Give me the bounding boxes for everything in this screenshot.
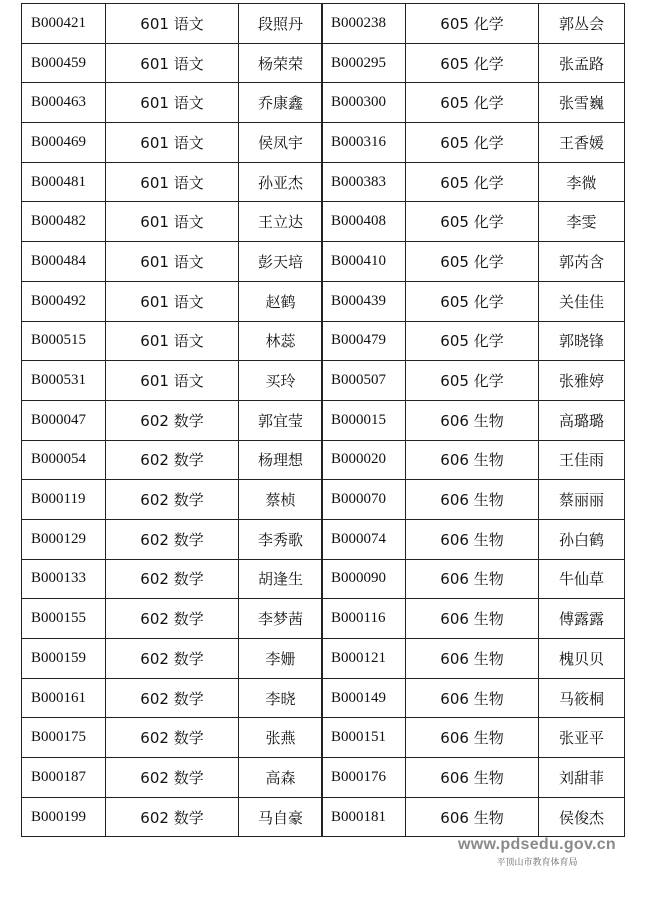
- table-row: [322, 400, 625, 440]
- subject-cell: 602 数学: [106, 599, 239, 639]
- table-row: [22, 718, 323, 758]
- table-row: [22, 639, 323, 679]
- table-row: [322, 559, 625, 599]
- subject-cell: 601 语文: [106, 4, 239, 44]
- candidate-id-cell: B000116: [322, 599, 406, 639]
- subject-cell: 602 数学: [106, 480, 239, 520]
- table-row: [22, 4, 323, 44]
- name-cell: 关佳佳: [539, 281, 625, 321]
- watermark-org: 平顶山市教育体育局: [496, 858, 578, 868]
- subject-cell: 605 化学: [406, 4, 539, 44]
- table-row: [322, 361, 625, 401]
- subject-cell: 601 语文: [106, 162, 239, 202]
- name-cell: 张燕: [239, 718, 323, 758]
- candidate-id-cell: B000054: [22, 440, 106, 480]
- subject-cell: 601 语文: [106, 123, 239, 163]
- subject-cell: 601 语文: [106, 202, 239, 242]
- table-row: [22, 83, 323, 123]
- roster-table-right: [321, 3, 625, 837]
- candidate-id-cell: B000155: [22, 599, 106, 639]
- table-row: [22, 599, 323, 639]
- name-cell: 郭丛会: [539, 4, 625, 44]
- table-row: [322, 162, 625, 202]
- subject-cell: 605 化学: [406, 242, 539, 282]
- candidate-id-cell: B000151: [322, 718, 406, 758]
- watermark: [452, 836, 622, 868]
- subject-cell: 605 化学: [406, 83, 539, 123]
- name-cell: 槐贝贝: [539, 639, 625, 679]
- candidate-id-cell: B000119: [22, 480, 106, 520]
- table-row: [22, 202, 323, 242]
- subject-cell: 606 生物: [406, 599, 539, 639]
- name-cell: 孙亚杰: [239, 162, 323, 202]
- roster-table-right-body: [322, 4, 625, 837]
- candidate-id-cell: B000176: [322, 758, 406, 798]
- table-row: [22, 678, 323, 718]
- candidate-id-cell: B000175: [22, 718, 106, 758]
- roster-table-left-body: [22, 4, 323, 837]
- table-row: [22, 440, 323, 480]
- candidate-id-cell: B000383: [322, 162, 406, 202]
- subject-cell: 602 数学: [106, 678, 239, 718]
- name-cell: 李微: [539, 162, 625, 202]
- name-cell: 买玲: [239, 361, 323, 401]
- subject-cell: 602 数学: [106, 400, 239, 440]
- candidate-id-cell: B000300: [322, 83, 406, 123]
- name-cell: 侯俊杰: [539, 797, 625, 837]
- name-cell: 李雯: [539, 202, 625, 242]
- candidate-id-cell: B000161: [22, 678, 106, 718]
- candidate-id-cell: B000187: [22, 758, 106, 798]
- table-row: [22, 43, 323, 83]
- name-cell: 马筱桐: [539, 678, 625, 718]
- roster-sheet: [21, 3, 624, 841]
- name-cell: 张雅婷: [539, 361, 625, 401]
- subject-cell: 601 语文: [106, 321, 239, 361]
- candidate-id-cell: B000479: [322, 321, 406, 361]
- name-cell: 段照丹: [239, 4, 323, 44]
- name-cell: 郭芮含: [539, 242, 625, 282]
- name-cell: 李姗: [239, 639, 323, 679]
- table-row: [322, 797, 625, 837]
- subject-cell: 602 数学: [106, 758, 239, 798]
- table-row: [322, 83, 625, 123]
- table-row: [22, 162, 323, 202]
- name-cell: 蔡桢: [239, 480, 323, 520]
- candidate-id-cell: B000020: [322, 440, 406, 480]
- candidate-id-cell: B000181: [322, 797, 406, 837]
- subject-cell: 602 数学: [106, 519, 239, 559]
- subject-cell: 602 数学: [106, 797, 239, 837]
- subject-cell: 605 化学: [406, 123, 539, 163]
- subject-cell: 605 化学: [406, 321, 539, 361]
- candidate-id-cell: B000531: [22, 361, 106, 401]
- subject-cell: 601 语文: [106, 281, 239, 321]
- subject-cell: 605 化学: [406, 281, 539, 321]
- table-row: [22, 480, 323, 520]
- candidate-id-cell: B000463: [22, 83, 106, 123]
- table-row: [322, 43, 625, 83]
- name-cell: 刘甜菲: [539, 758, 625, 798]
- table-row: [322, 639, 625, 679]
- subject-cell: 606 生物: [406, 440, 539, 480]
- subject-cell: 606 生物: [406, 559, 539, 599]
- name-cell: 郭晓锋: [539, 321, 625, 361]
- subject-cell: 606 生物: [406, 400, 539, 440]
- candidate-id-cell: B000481: [22, 162, 106, 202]
- subject-cell: 606 生物: [406, 678, 539, 718]
- subject-cell: 601 语文: [106, 242, 239, 282]
- candidate-id-cell: B000133: [22, 559, 106, 599]
- table-row: [22, 559, 323, 599]
- subject-cell: 606 生物: [406, 758, 539, 798]
- table-row: [322, 519, 625, 559]
- table-row: [22, 797, 323, 837]
- name-cell: 李秀歌: [239, 519, 323, 559]
- candidate-id-cell: B000090: [322, 559, 406, 599]
- candidate-id-cell: B000199: [22, 797, 106, 837]
- name-cell: 蔡丽丽: [539, 480, 625, 520]
- table-row: [322, 242, 625, 282]
- name-cell: 张亚平: [539, 718, 625, 758]
- name-cell: 高璐璐: [539, 400, 625, 440]
- name-cell: 张孟路: [539, 43, 625, 83]
- candidate-id-cell: B000421: [22, 4, 106, 44]
- name-cell: 乔康鑫: [239, 83, 323, 123]
- name-cell: 赵鹤: [239, 281, 323, 321]
- candidate-id-cell: B000070: [322, 480, 406, 520]
- table-row: [322, 718, 625, 758]
- name-cell: 杨荣荣: [239, 43, 323, 83]
- subject-cell: 601 语文: [106, 43, 239, 83]
- table-row: [322, 281, 625, 321]
- table-row: [322, 123, 625, 163]
- name-cell: 侯凤宇: [239, 123, 323, 163]
- candidate-id-cell: B000295: [322, 43, 406, 83]
- candidate-id-cell: B000439: [322, 281, 406, 321]
- subject-cell: 606 生物: [406, 480, 539, 520]
- table-row: [22, 400, 323, 440]
- candidate-id-cell: B000159: [22, 639, 106, 679]
- table-row: [322, 678, 625, 718]
- candidate-id-cell: B000129: [22, 519, 106, 559]
- subject-cell: 602 数学: [106, 718, 239, 758]
- name-cell: 王佳雨: [539, 440, 625, 480]
- candidate-id-cell: B000121: [322, 639, 406, 679]
- candidate-id-cell: B000459: [22, 43, 106, 83]
- subject-cell: 602 数学: [106, 559, 239, 599]
- name-cell: 郭宜莹: [239, 400, 323, 440]
- table-row: [22, 321, 323, 361]
- subject-cell: 601 语文: [106, 83, 239, 123]
- candidate-id-cell: B000408: [322, 202, 406, 242]
- table-row: [322, 758, 625, 798]
- table-row: [322, 599, 625, 639]
- name-cell: 张雪巍: [539, 83, 625, 123]
- subject-cell: 605 化学: [406, 162, 539, 202]
- candidate-id-cell: B000149: [322, 678, 406, 718]
- subject-cell: 606 生物: [406, 797, 539, 837]
- subject-cell: 602 数学: [106, 639, 239, 679]
- subject-cell: 606 生物: [406, 639, 539, 679]
- table-row: [22, 361, 323, 401]
- name-cell: 杨理想: [239, 440, 323, 480]
- watermark-url: www.pdsedu.gov.cn: [458, 836, 616, 853]
- table-row: [22, 281, 323, 321]
- table-row: [22, 242, 323, 282]
- table-row: [22, 123, 323, 163]
- name-cell: 李晓: [239, 678, 323, 718]
- name-cell: 高森: [239, 758, 323, 798]
- table-row: [322, 321, 625, 361]
- subject-cell: 605 化学: [406, 202, 539, 242]
- table-row: [322, 440, 625, 480]
- candidate-id-cell: B000047: [22, 400, 106, 440]
- candidate-id-cell: B000469: [22, 123, 106, 163]
- candidate-id-cell: B000515: [22, 321, 106, 361]
- table-row: [22, 758, 323, 798]
- name-cell: 马自豪: [239, 797, 323, 837]
- candidate-id-cell: B000316: [322, 123, 406, 163]
- candidate-id-cell: B000484: [22, 242, 106, 282]
- candidate-id-cell: B000507: [322, 361, 406, 401]
- candidate-id-cell: B000074: [322, 519, 406, 559]
- name-cell: 傅露露: [539, 599, 625, 639]
- name-cell: 牛仙草: [539, 559, 625, 599]
- subject-cell: 606 生物: [406, 718, 539, 758]
- table-row: [322, 4, 625, 44]
- subject-cell: 601 语文: [106, 361, 239, 401]
- candidate-id-cell: B000015: [322, 400, 406, 440]
- name-cell: 李梦茜: [239, 599, 323, 639]
- name-cell: 胡逢生: [239, 559, 323, 599]
- table-row: [322, 202, 625, 242]
- name-cell: 王立达: [239, 202, 323, 242]
- candidate-id-cell: B000492: [22, 281, 106, 321]
- subject-cell: 606 生物: [406, 519, 539, 559]
- name-cell: 王香媛: [539, 123, 625, 163]
- subject-cell: 602 数学: [106, 440, 239, 480]
- candidate-id-cell: B000238: [322, 4, 406, 44]
- subject-cell: 605 化学: [406, 43, 539, 83]
- table-row: [322, 480, 625, 520]
- table-row: [22, 519, 323, 559]
- candidate-id-cell: B000410: [322, 242, 406, 282]
- name-cell: 孙白鹤: [539, 519, 625, 559]
- name-cell: 彭天培: [239, 242, 323, 282]
- candidate-id-cell: B000482: [22, 202, 106, 242]
- roster-table-left: [21, 3, 323, 837]
- subject-cell: 605 化学: [406, 361, 539, 401]
- name-cell: 林蕊: [239, 321, 323, 361]
